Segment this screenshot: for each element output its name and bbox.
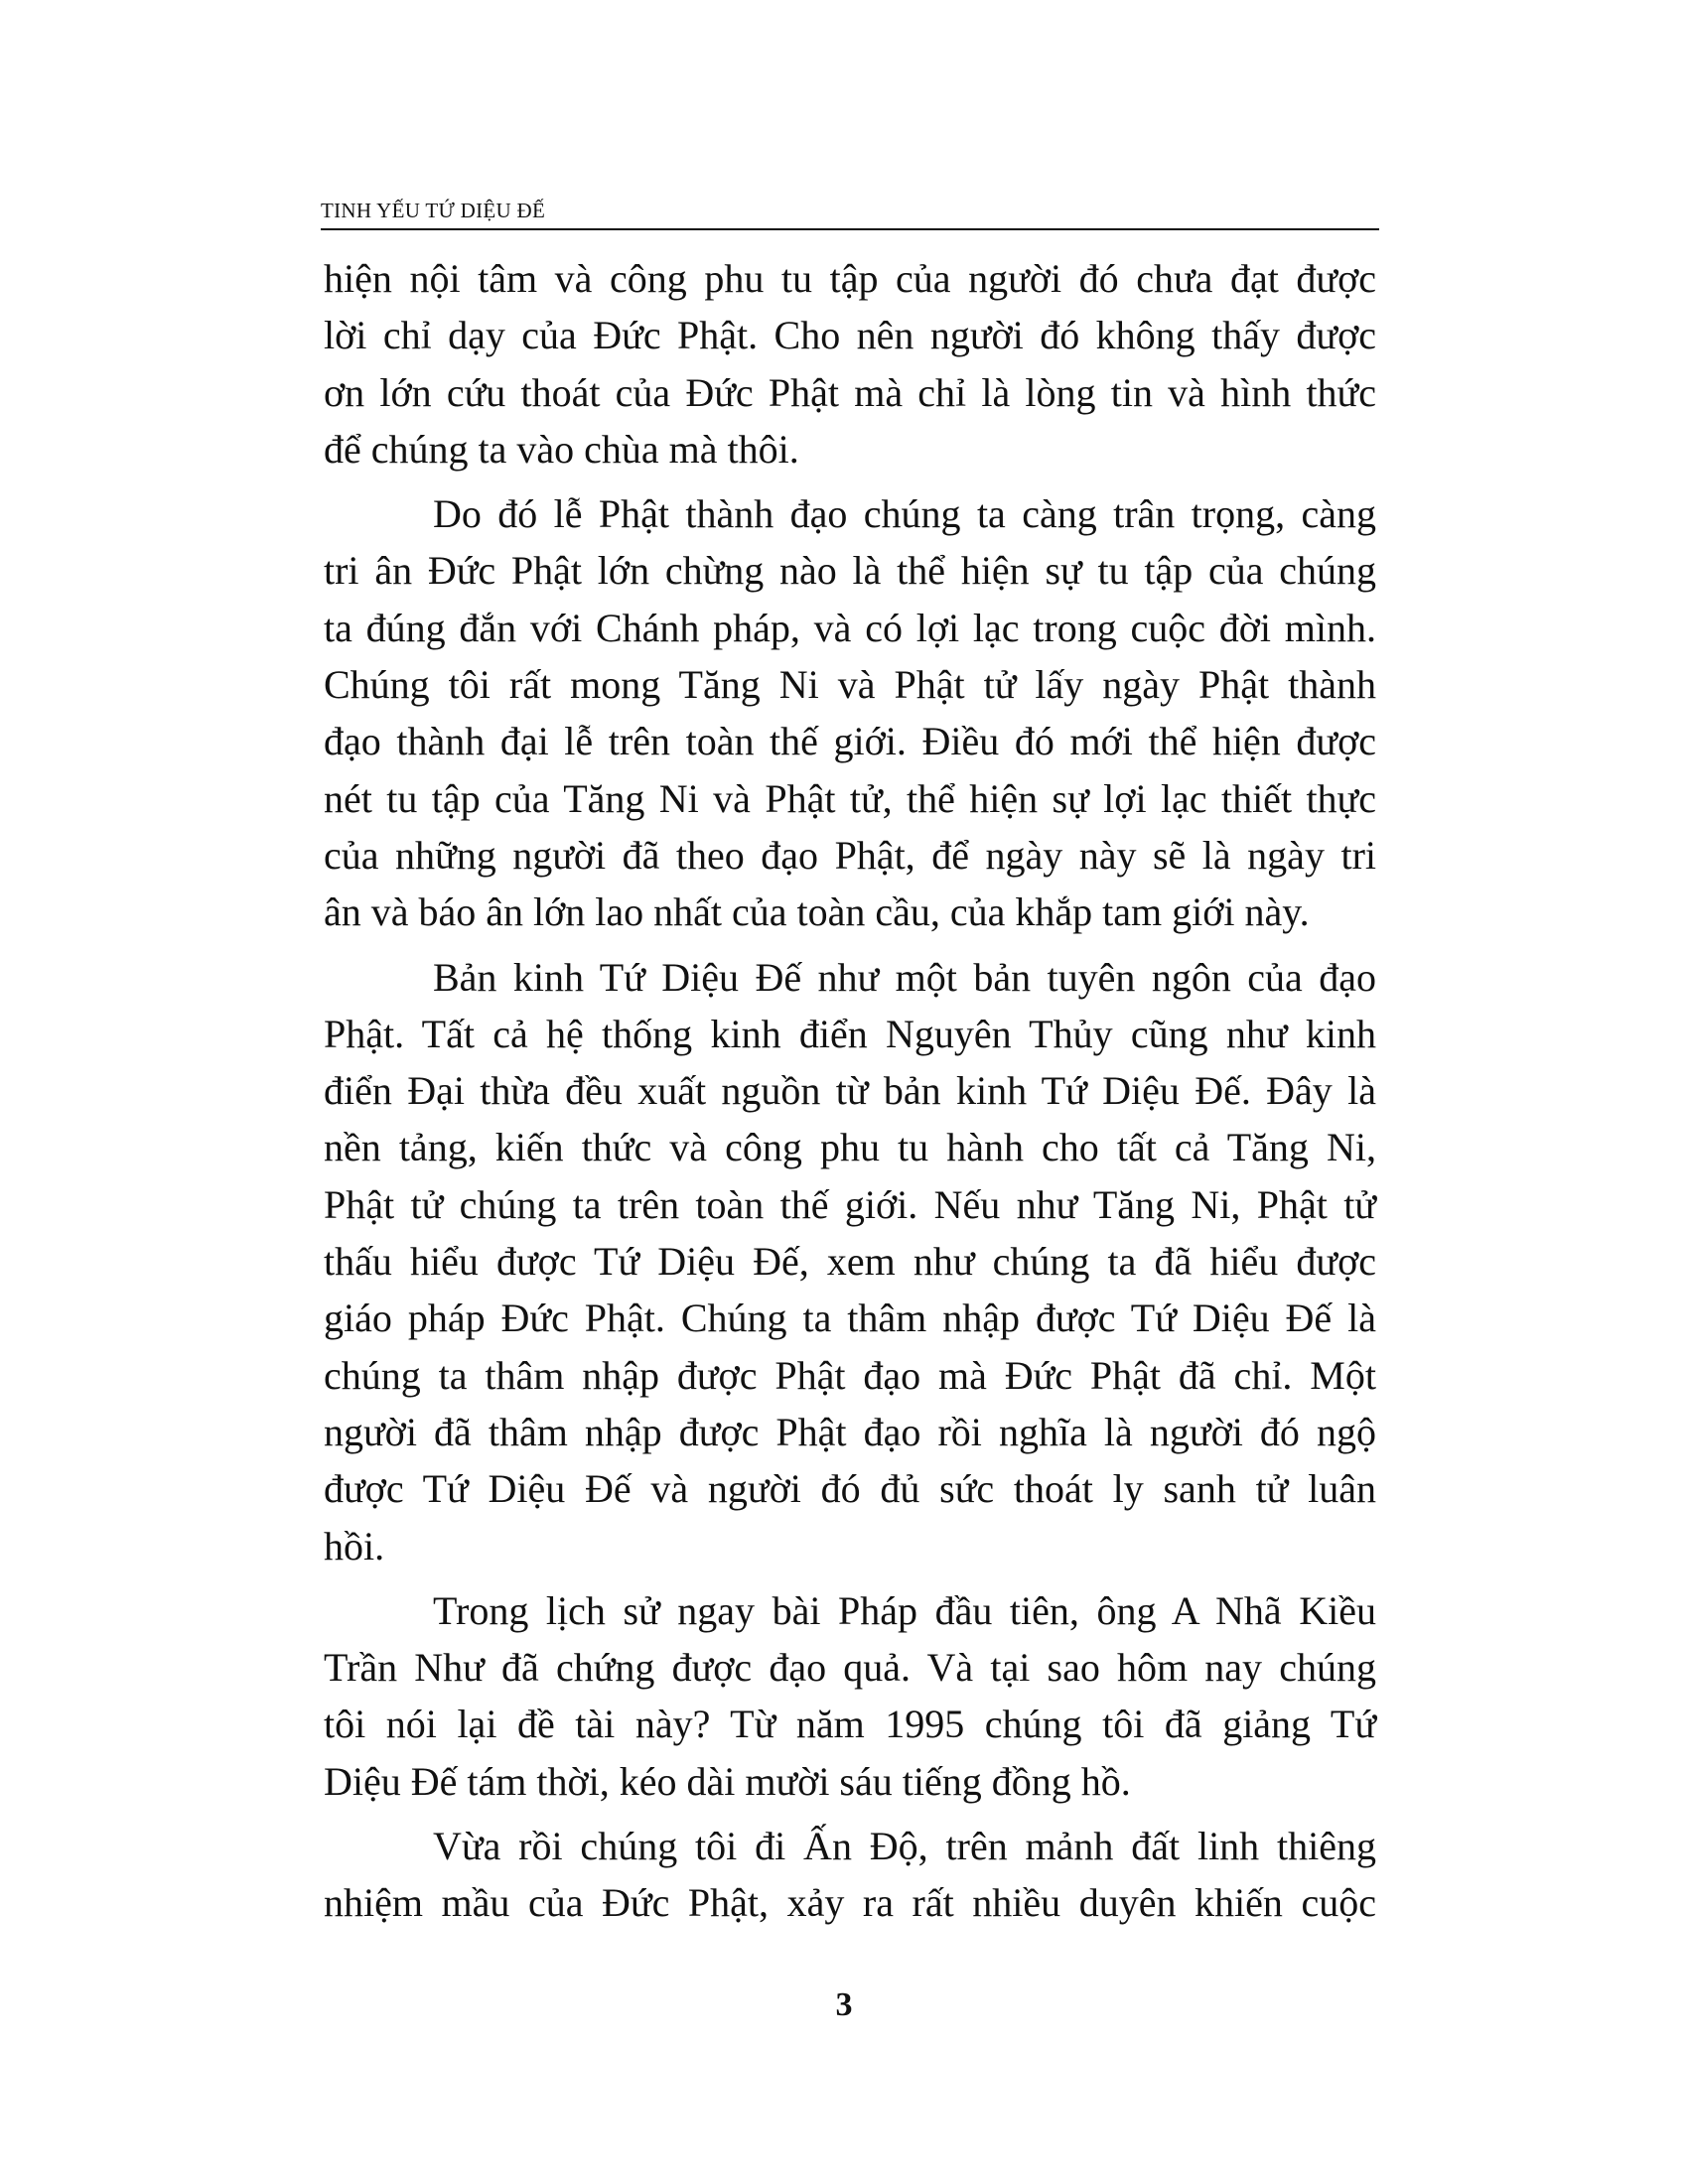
text-line: Chúng tôi rất mong Tăng Ni và Phật tử lấy ngày Phật thành [324, 662, 1376, 708]
text-line: Phật. Tất cả hệ thống kinh điển Nguyên Thủy cũng như kinh [324, 1011, 1376, 1056]
text-line: Do đó lễ Phật thành đạo chúng ta càng trân trọng, càng [433, 491, 1376, 537]
text-line: thấu hiểu được Tứ Diệu Đế, xem như chúng ta đã hiểu được [324, 1239, 1376, 1285]
running-header [321, 197, 1379, 228]
page-number: 3 [835, 1986, 853, 2023]
text-line: ta đúng đắn với Chánh pháp, và có lợi lạc trong cuộc đời mình. [324, 605, 1376, 650]
paragraph [324, 949, 1376, 1574]
text-line: của những người đã theo đạo Phật, để ngày này sẽ là ngày tri [324, 832, 1376, 878]
text-line: Bản kinh Tứ Diệu Đế như một bản tuyên ngôn của đạo [433, 954, 1376, 1000]
text-line: nền tảng, kiến thức và công phu tu hành cho tất cả Tăng Ni, [324, 1125, 1376, 1170]
paragraph [324, 1818, 1376, 1932]
header-rule [321, 228, 1379, 230]
text-line: Trong lịch sử ngay bài Pháp đầu tiên, ông A Nhã Kiều [433, 1587, 1376, 1633]
text-line: Phật tử chúng ta trên toàn thế giới. Nếu như Tăng Ni, Phật tử [324, 1181, 1376, 1227]
paragraph [324, 485, 1376, 940]
text-line: để chúng ta vào chùa mà thôi. [324, 426, 799, 472]
paragraph [324, 250, 1376, 478]
paragraph [324, 1582, 1376, 1810]
text-line: nhiệm mầu của Đức Phật, xảy ra rất nhiều duyên khiến cuộc [324, 1880, 1376, 1926]
text-line: giáo pháp Đức Phật. Chúng ta thâm nhập được Tứ Diệu Đế là [324, 1296, 1376, 1341]
text-line: người đã thâm nhập được Phật đạo rồi nghĩa là người đó ngộ [324, 1409, 1376, 1454]
text-line: Vừa rồi chúng tôi đi Ấn Độ, trên mảnh đất linh thiêng [433, 1824, 1376, 1869]
text-line: Trần Như đã chứng được đạo quả. Và tại sao hôm nay chúng [324, 1645, 1376, 1691]
text-line: hồi. [324, 1523, 385, 1569]
text-line: chúng ta thâm nhập được Phật đạo mà Đức Phật đã chỉ. Một [324, 1352, 1376, 1398]
text-line: tri ân Đức Phật lớn chừng nào là thể hiện sự tu tập của chúng [324, 548, 1376, 594]
text-line: ân và báo ân lớn lao nhất của toàn cầu, của khắp tam giới này. [324, 889, 1310, 935]
text-line: điển Đại thừa đều xuất nguồn từ bản kinh Tứ Diệu Đế. Đây là [324, 1068, 1376, 1114]
text-line: lời chỉ dạy của Đức Phật. Cho nên người đó không thấy được [324, 313, 1376, 358]
running-title: TINH YẾU TỨ DIỆU ĐẾ [321, 199, 546, 222]
text-line: ơn lớn cứu thoát của Đức Phật mà chỉ là lòng tin và hình thức [324, 369, 1376, 415]
text-line: hiện nội tâm và công phu tu tập của người đó chưa đạt được [324, 256, 1376, 301]
text-line: tôi nói lại đề tài này? Từ năm 1995 chúng tôi đã giảng Tứ [324, 1702, 1376, 1747]
text-line: được Tứ Diệu Đế và người đó đủ sức thoát ly sanh tử luân [324, 1466, 1376, 1512]
body-text [324, 250, 1376, 1932]
text-line: đạo thành đại lễ trên toàn thế giới. Điều đó mới thể hiện được [324, 719, 1376, 764]
text-line: nét tu tập của Tăng Ni và Phật tử, thể hiện sự lợi lạc thiết thực [324, 775, 1376, 821]
text-line: Diệu Đế tám thời, kéo dài mười sáu tiếng đồng hồ. [324, 1758, 1131, 1804]
